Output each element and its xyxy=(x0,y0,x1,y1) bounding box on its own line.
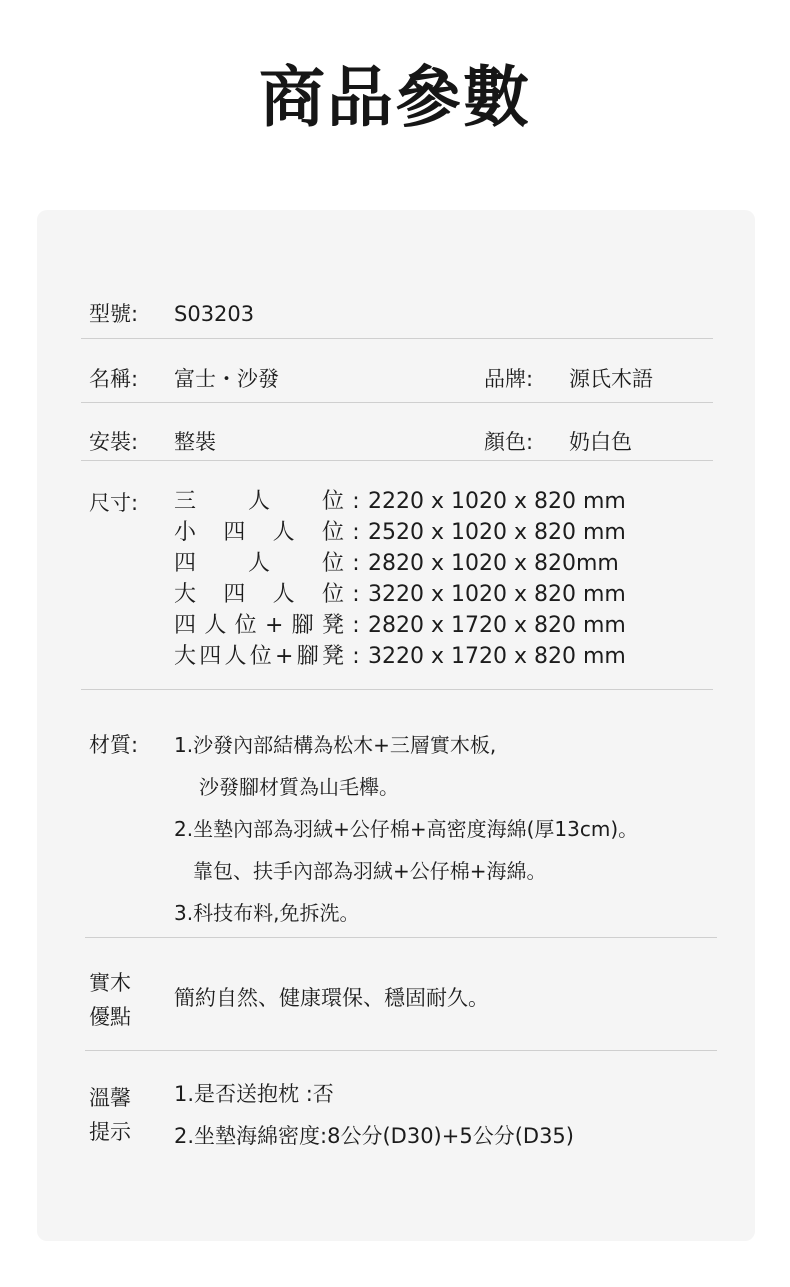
color-label: 顏色: xyxy=(484,430,534,454)
dimensions-label: 尺寸: xyxy=(89,491,139,515)
material-line: 沙發腳材質為山毛櫸。 xyxy=(199,775,399,799)
divider xyxy=(81,689,713,690)
divider xyxy=(81,402,713,403)
install-label: 安裝: xyxy=(89,430,139,454)
divider xyxy=(81,338,713,339)
advantage-label-line2: 優點 xyxy=(89,1005,131,1029)
divider xyxy=(85,937,717,938)
tips-line: 2.坐墊海綿密度:8公分(D30)+5公分(D35) xyxy=(174,1124,574,1148)
model-label: 型號: xyxy=(89,302,139,326)
dimensions-list xyxy=(174,486,626,672)
material-line: 1.沙發內部結構為松木+三層實木板, xyxy=(174,733,497,757)
color-value: 奶白色 xyxy=(569,430,632,454)
dimension-row: 大四人位 : 3220 x 1020 x 820 mm xyxy=(174,582,626,607)
tips-line: 1.是否送抱枕 :否 xyxy=(174,1082,334,1106)
dimension-row: 小四人位 : 2520 x 1020 x 820 mm xyxy=(174,520,626,545)
material-label: 材質: xyxy=(89,733,139,757)
tips-label-line1: 溫馨 xyxy=(89,1086,131,1110)
dimension-row: 三人位 : 2220 x 1020 x 820 mm xyxy=(174,489,626,514)
advantage-label-line1: 實木 xyxy=(89,971,131,995)
material-line: 3.科技布料,免拆洗。 xyxy=(174,901,360,925)
brand-label: 品牌: xyxy=(484,367,534,391)
tips-label-line2: 提示 xyxy=(89,1120,131,1144)
dimension-row: 大四人位+腳凳 : 3220 x 1720 x 820 mm xyxy=(174,644,626,669)
name-value: 富士・沙發 xyxy=(174,367,279,391)
install-value: 整裝 xyxy=(174,430,216,454)
dimension-row: 四人位+腳凳 : 2820 x 1720 x 820 mm xyxy=(174,613,626,638)
divider xyxy=(85,1050,717,1051)
material-line: 靠包、扶手內部為羽絨+公仔棉+海綿。 xyxy=(193,859,547,883)
brand-value: 源氏木語 xyxy=(569,367,653,391)
spec-card xyxy=(37,210,755,1241)
divider xyxy=(81,460,713,461)
material-line: 2.坐墊內部為羽絨+公仔棉+高密度海綿(厚13cm)。 xyxy=(174,817,639,841)
name-label: 名稱: xyxy=(89,367,139,391)
dimension-row: 四人位 : 2820 x 1020 x 820mm xyxy=(174,551,619,576)
page-title: 商品參數 xyxy=(259,59,531,136)
model-value: S03203 xyxy=(174,302,255,326)
advantage-value: 簡約自然、健康環保、穩固耐久。 xyxy=(174,986,489,1010)
